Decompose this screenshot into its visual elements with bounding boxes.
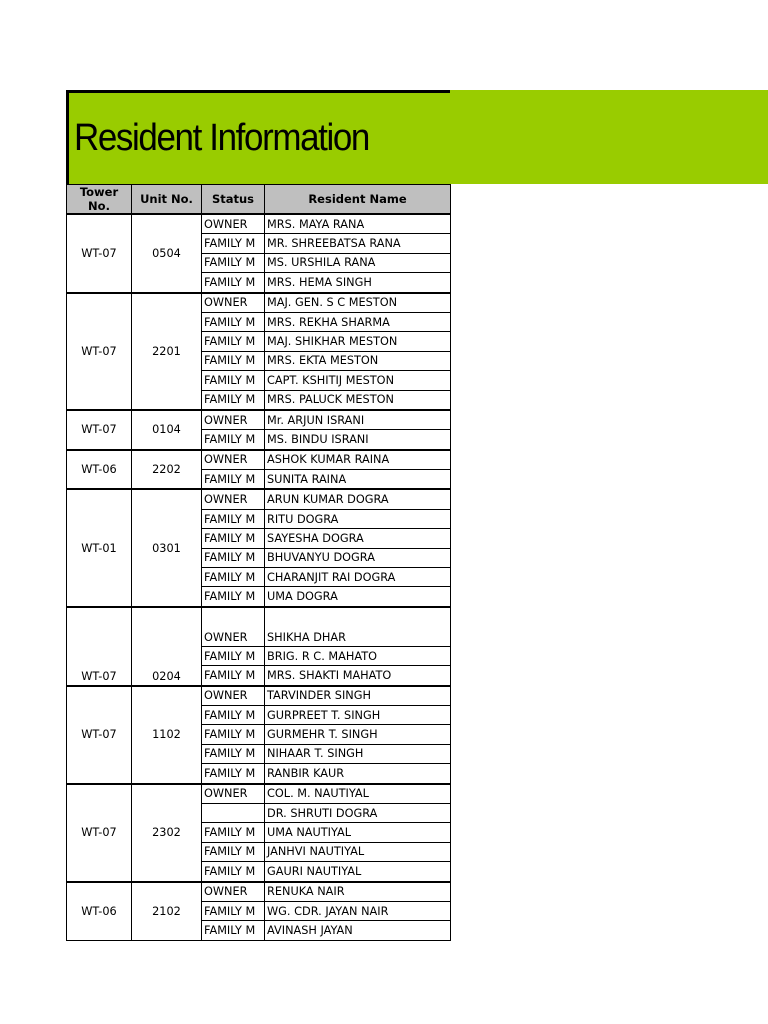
status-cell[interactable]: FAMILY M xyxy=(202,529,265,548)
title-banner xyxy=(66,90,768,184)
status-cell[interactable]: OWNER xyxy=(202,410,265,430)
status-cell[interactable]: OWNER xyxy=(202,489,265,509)
unit-cell[interactable]: 2201 xyxy=(132,293,202,410)
resident-name-cell[interactable]: MS. URSHILA RANA xyxy=(265,253,451,272)
resident-name-cell[interactable]: GURMEHR T. SINGH xyxy=(265,725,451,744)
status-cell[interactable]: FAMILY M xyxy=(202,587,265,607)
status-cell[interactable]: OWNER xyxy=(202,686,265,706)
unit-cell[interactable]: 2102 xyxy=(132,882,202,941)
unit-cell[interactable]: 2302 xyxy=(132,784,202,882)
resident-name-cell[interactable]: CAPT. KSHITIJ MESTON xyxy=(265,371,451,390)
resident-name-cell[interactable]: UMA DOGRA xyxy=(265,587,451,607)
resident-name-cell[interactable]: RITU DOGRA xyxy=(265,509,451,528)
resident-name-cell[interactable]: MRS. PALUCK MESTON xyxy=(265,390,451,410)
status-cell[interactable]: FAMILY M xyxy=(202,234,265,253)
resident-name-cell[interactable]: MAJ. SHIKHAR MESTON xyxy=(265,332,451,351)
resident-name-cell[interactable]: MAJ. GEN. S C MESTON xyxy=(265,293,451,313)
status-cell[interactable]: FAMILY M xyxy=(202,764,265,784)
tower-cell[interactable]: WT-07 xyxy=(67,410,132,450)
table-row xyxy=(67,607,451,647)
resident-table xyxy=(66,184,451,941)
status-cell[interactable]: FAMILY M xyxy=(202,823,265,842)
tower-cell[interactable]: WT-07 xyxy=(67,784,132,882)
unit-cell[interactable]: 0204 xyxy=(132,607,202,686)
resident-name-cell[interactable]: MRS. MAYA RANA xyxy=(265,214,451,234)
column-header-name[interactable]: Resident Name xyxy=(265,185,451,215)
column-header-tower[interactable]: Tower No. xyxy=(67,185,132,215)
resident-name-cell[interactable]: JANHVI NAUTIYAL xyxy=(265,842,451,861)
resident-name-cell[interactable]: GAURI NAUTIYAL xyxy=(265,862,451,882)
resident-name-cell[interactable]: SHIKHA DHAR xyxy=(265,607,451,647)
tower-cell[interactable]: WT-07 xyxy=(67,607,132,686)
status-cell[interactable]: OWNER xyxy=(202,784,265,804)
resident-name-cell[interactable]: SAYESHA DOGRA xyxy=(265,529,451,548)
status-cell[interactable]: FAMILY M xyxy=(202,430,265,450)
resident-name-cell[interactable]: Mr. ARJUN ISRANI xyxy=(265,410,451,430)
table-row xyxy=(67,784,451,804)
status-cell[interactable]: FAMILY M xyxy=(202,390,265,410)
resident-name-cell[interactable]: MRS. REKHA SHARMA xyxy=(265,312,451,331)
status-cell[interactable]: FAMILY M xyxy=(202,646,265,665)
resident-name-cell[interactable]: SUNITA RAINA xyxy=(265,470,451,490)
tower-cell[interactable]: WT-06 xyxy=(67,882,132,941)
resident-name-cell[interactable]: ASHOK KUMAR RAINA xyxy=(265,450,451,470)
status-cell[interactable] xyxy=(202,803,265,822)
status-cell[interactable]: FAMILY M xyxy=(202,666,265,686)
status-cell[interactable]: FAMILY M xyxy=(202,744,265,763)
resident-name-cell[interactable]: COL. M. NAUTIYAL xyxy=(265,784,451,804)
status-cell[interactable]: FAMILY M xyxy=(202,705,265,724)
tower-cell[interactable]: WT-07 xyxy=(67,214,132,293)
tower-cell[interactable]: WT-06 xyxy=(67,450,132,490)
resident-name-cell[interactable]: MS. BINDU ISRANI xyxy=(265,430,451,450)
header-row xyxy=(67,185,451,215)
tower-cell[interactable]: WT-07 xyxy=(67,686,132,784)
status-cell[interactable]: OWNER xyxy=(202,450,265,470)
resident-name-cell[interactable]: BHUVANYU DOGRA xyxy=(265,548,451,567)
status-cell[interactable]: FAMILY M xyxy=(202,725,265,744)
page-title: Resident Information xyxy=(74,117,369,159)
title-fill-cells[interactable] xyxy=(450,90,768,184)
resident-name-cell[interactable]: MRS. EKTA MESTON xyxy=(265,351,451,370)
status-cell[interactable]: OWNER xyxy=(202,607,265,647)
tower-cell[interactable]: WT-07 xyxy=(67,293,132,410)
status-cell[interactable]: FAMILY M xyxy=(202,901,265,920)
unit-cell[interactable]: 0104 xyxy=(132,410,202,450)
status-cell[interactable]: FAMILY M xyxy=(202,371,265,390)
status-cell[interactable]: FAMILY M xyxy=(202,509,265,528)
resident-name-cell[interactable]: TARVINDER SINGH xyxy=(265,686,451,706)
resident-name-cell[interactable]: WG. CDR. JAYAN NAIR xyxy=(265,901,451,920)
table-row xyxy=(67,450,451,470)
status-cell[interactable]: OWNER xyxy=(202,214,265,234)
tower-cell[interactable]: WT-01 xyxy=(67,489,132,606)
resident-name-cell[interactable]: DR. SHRUTI DOGRA xyxy=(265,803,451,822)
resident-name-cell[interactable]: UMA NAUTIYAL xyxy=(265,823,451,842)
unit-cell[interactable]: 0504 xyxy=(132,214,202,293)
status-cell[interactable]: FAMILY M xyxy=(202,332,265,351)
table-row xyxy=(67,882,451,902)
status-cell[interactable]: FAMILY M xyxy=(202,842,265,861)
resident-name-cell[interactable]: RENUKA NAIR xyxy=(265,882,451,902)
status-cell[interactable]: FAMILY M xyxy=(202,273,265,293)
table-row xyxy=(67,214,451,234)
status-cell[interactable]: FAMILY M xyxy=(202,921,265,940)
table-row xyxy=(67,410,451,430)
unit-cell[interactable]: 2202 xyxy=(132,450,202,490)
status-cell[interactable]: FAMILY M xyxy=(202,548,265,567)
table-row xyxy=(67,489,451,509)
resident-name-cell[interactable]: GURPREET T. SINGH xyxy=(265,705,451,724)
resident-name-cell[interactable]: ARUN KUMAR DOGRA xyxy=(265,489,451,509)
column-header-unit[interactable]: Unit No. xyxy=(132,185,202,215)
resident-name-cell[interactable]: MRS. SHAKTI MAHATO xyxy=(265,666,451,686)
unit-cell[interactable]: 1102 xyxy=(132,686,202,784)
title-cell[interactable] xyxy=(66,90,450,184)
status-cell[interactable]: FAMILY M xyxy=(202,568,265,587)
status-cell[interactable]: FAMILY M xyxy=(202,470,265,490)
unit-cell[interactable]: 0301 xyxy=(132,489,202,606)
resident-name-cell[interactable]: CHARANJIT RAI DOGRA xyxy=(265,568,451,587)
resident-name-cell[interactable]: AVINASH JAYAN xyxy=(265,921,451,940)
status-cell[interactable]: FAMILY M xyxy=(202,253,265,272)
status-cell[interactable]: OWNER xyxy=(202,882,265,902)
resident-name-cell[interactable]: BRIG. R C. MAHATO xyxy=(265,646,451,665)
resident-name-cell[interactable]: RANBIR KAUR xyxy=(265,764,451,784)
column-header-status[interactable]: Status xyxy=(202,185,265,215)
status-cell[interactable]: FAMILY M xyxy=(202,862,265,882)
resident-name-cell[interactable]: MR. SHREEBATSA RANA xyxy=(265,234,451,253)
resident-name-cell[interactable]: NIHAAR T. SINGH xyxy=(265,744,451,763)
status-cell[interactable]: FAMILY M xyxy=(202,351,265,370)
status-cell[interactable]: OWNER xyxy=(202,293,265,313)
resident-name-cell[interactable]: MRS. HEMA SINGH xyxy=(265,273,451,293)
table-row xyxy=(67,686,451,706)
table-row xyxy=(67,293,451,313)
status-cell[interactable]: FAMILY M xyxy=(202,312,265,331)
